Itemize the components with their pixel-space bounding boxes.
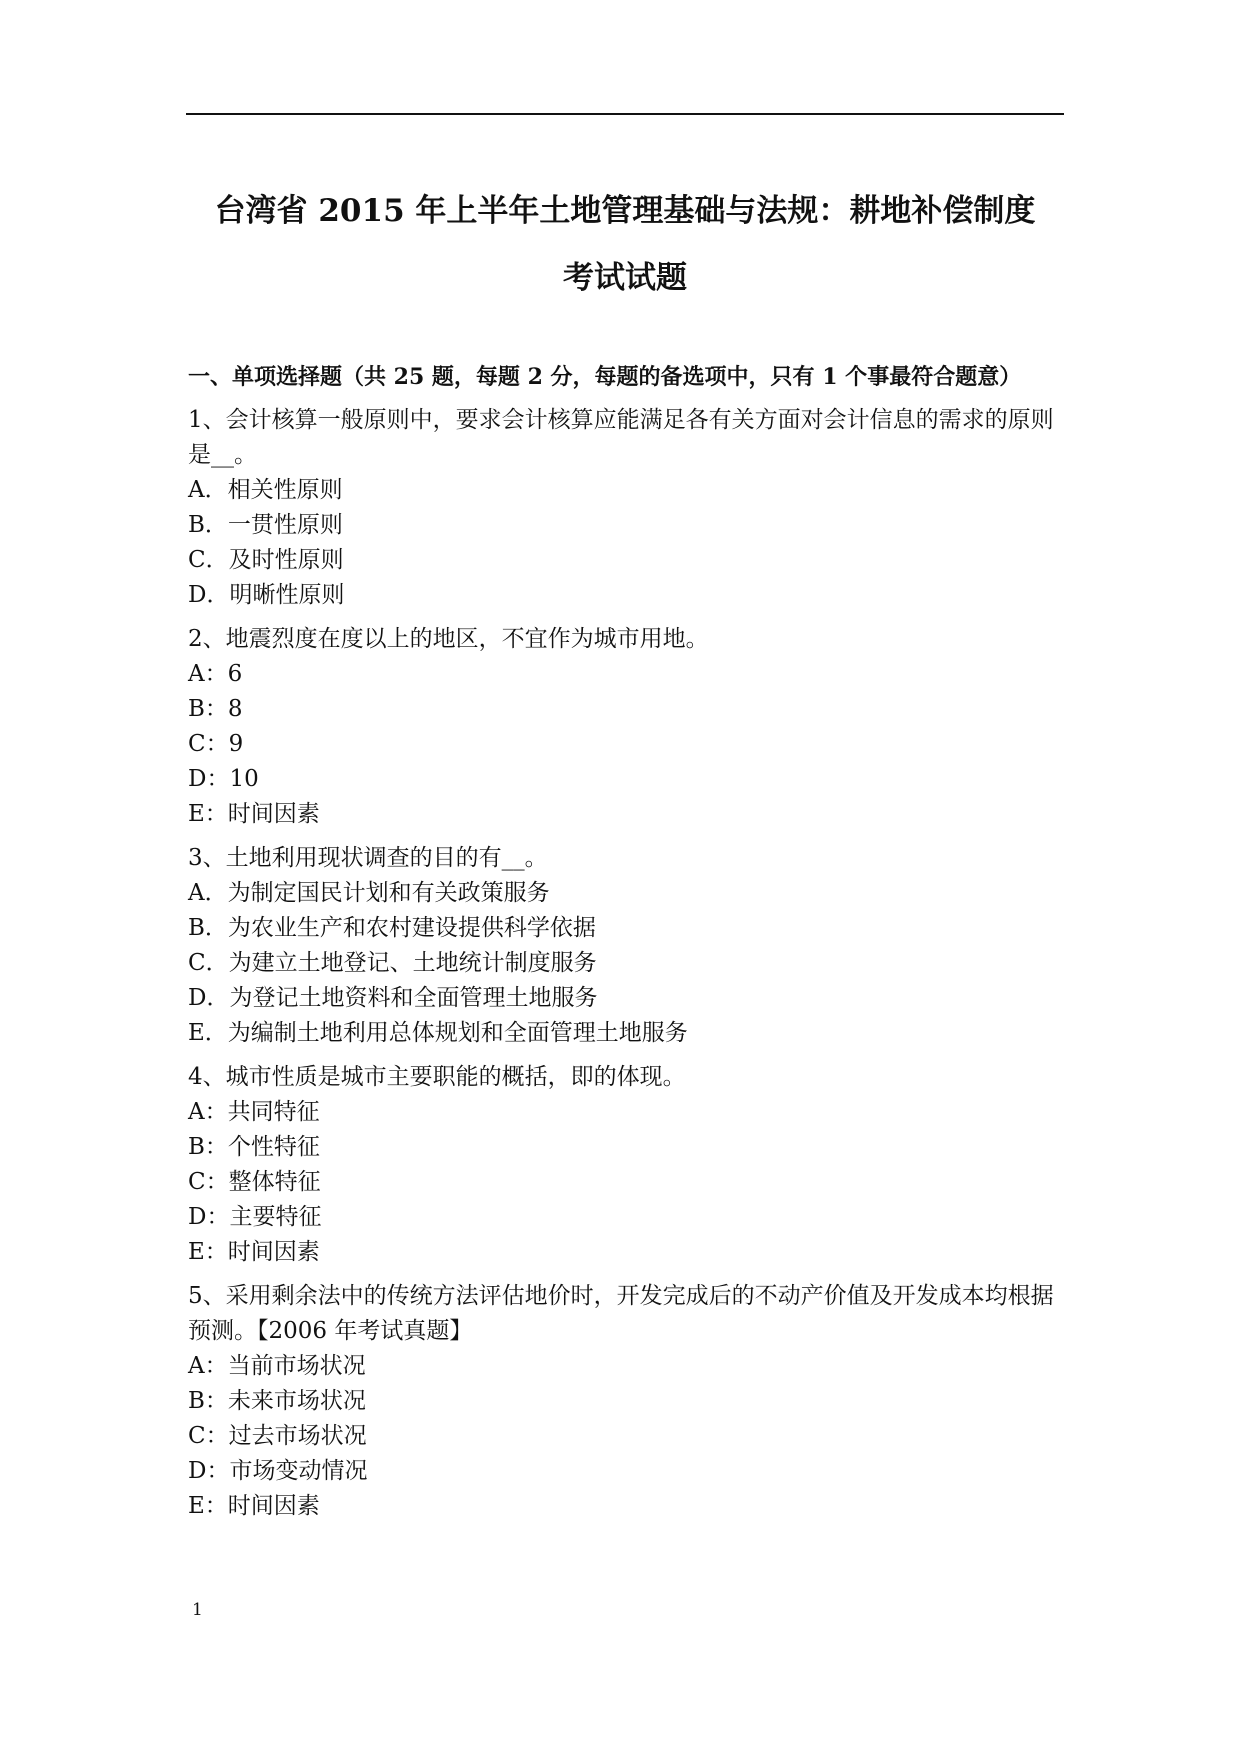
option: D．为登记土地资料和全面管理土地服务	[188, 985, 598, 1011]
option: D．明晰性原则	[188, 582, 345, 608]
question-text: 4、城市性质是城市主要职能的概括，即的体现。	[188, 1064, 686, 1090]
header-rule	[186, 113, 1064, 115]
document-title	[186, 178, 1064, 312]
option: E：时间因素	[188, 1493, 320, 1519]
question-text: 2、地震烈度在度以上的地区，不宜作为城市用地。	[188, 626, 709, 652]
option: A．相关性原则	[188, 477, 343, 503]
question-text: 1、会计核算一般原则中，要求会计核算应能满足各有关方面对会计信息的需求的原则是__。	[188, 407, 1054, 468]
option: D：主要特征	[188, 1204, 322, 1230]
question-5	[188, 1279, 1064, 1524]
option: C：9	[188, 731, 244, 757]
option: B．一贯性原则	[188, 512, 343, 538]
question-2	[188, 622, 1064, 832]
question-1	[188, 403, 1064, 613]
question-3	[188, 841, 1064, 1051]
option: B：8	[188, 696, 243, 722]
title-line-1: 台湾省 2015 年上半年土地管理基础与法规：耕地补偿制度	[214, 193, 1036, 229]
option: A：6	[188, 661, 243, 687]
option: C．及时性原则	[188, 547, 344, 573]
option: D：10	[188, 766, 259, 792]
option: A．为制定国民计划和有关政策服务	[188, 880, 550, 906]
question-text: 3、土地利用现状调查的目的有__。	[188, 845, 548, 871]
option: D：市场变动情况	[188, 1458, 368, 1484]
document-body	[188, 360, 1064, 1533]
title-line-2: 考试试题	[563, 260, 687, 296]
option: E：时间因素	[188, 801, 320, 827]
option: B．为农业生产和农村建设提供科学依据	[188, 915, 596, 941]
question-4	[188, 1060, 1064, 1270]
question-text: 5、采用剩余法中的传统方法评估地价时，开发完成后的不动产价值及开发成本均根据预测。【2006 年考试真题】	[188, 1283, 1054, 1344]
option: E．为编制土地利用总体规划和全面管理土地服务	[188, 1020, 688, 1046]
option: B：未来市场状况	[188, 1388, 366, 1414]
page-number: 1	[192, 1600, 203, 1620]
option: A：当前市场状况	[188, 1353, 366, 1379]
option: A：共同特征	[188, 1099, 320, 1125]
option: C：过去市场状况	[188, 1423, 367, 1449]
option: C：整体特征	[188, 1169, 321, 1195]
option: C．为建立土地登记、土地统计制度服务	[188, 950, 597, 976]
section-heading: 一、单项选择题（共 25 题，每题 2 分，每题的备选项中，只有 1 个事最符合题意）	[188, 364, 1022, 390]
option: B：个性特征	[188, 1134, 320, 1160]
option: E：时间因素	[188, 1239, 320, 1265]
